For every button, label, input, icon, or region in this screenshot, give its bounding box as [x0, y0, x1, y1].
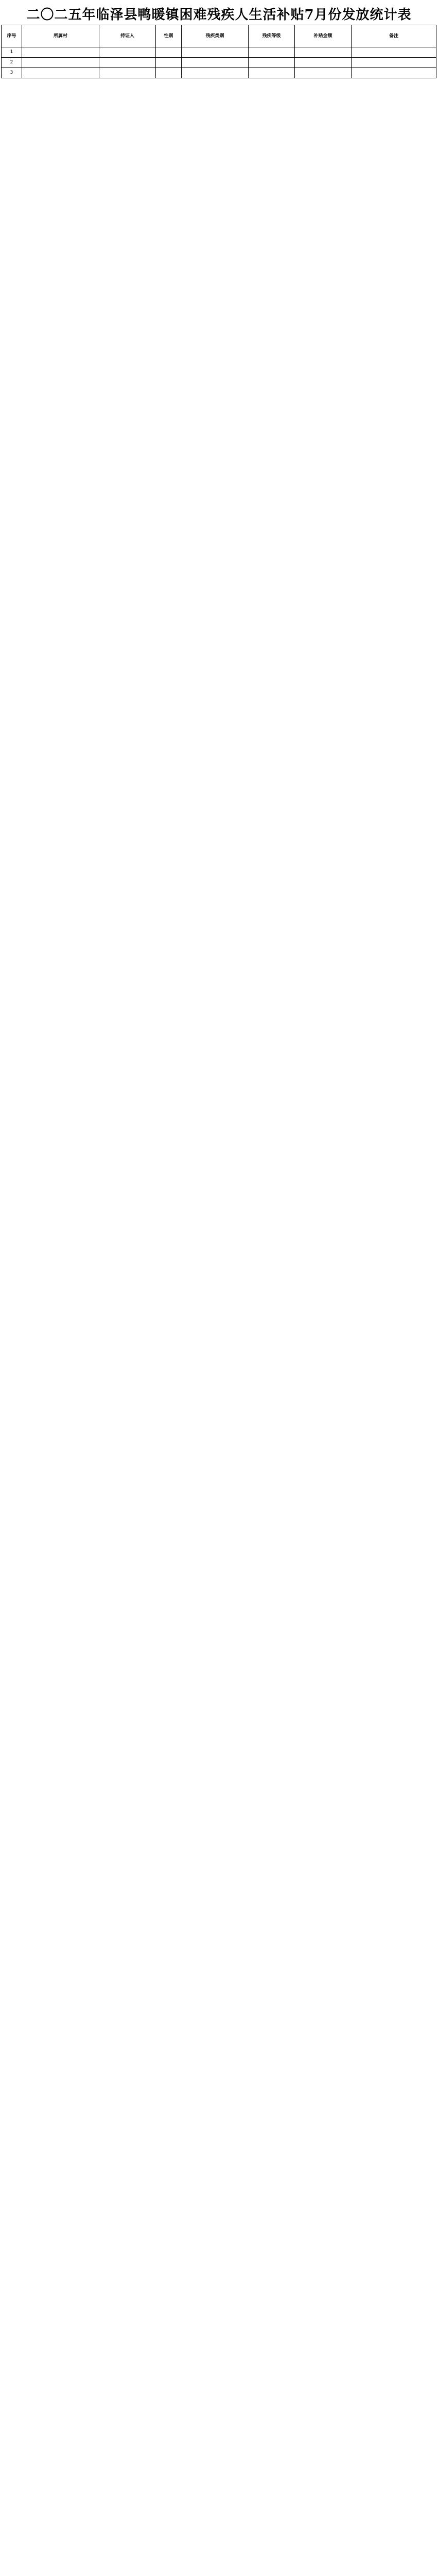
table-cell: [22, 58, 99, 68]
table-cell: [295, 58, 352, 68]
table-cell: [182, 47, 249, 58]
table-cell: [156, 58, 182, 68]
table-row: [2, 58, 436, 68]
table-cell: [249, 68, 295, 78]
table-cell: [99, 58, 156, 68]
table-cell: [156, 68, 182, 78]
table-cell: [99, 68, 156, 78]
column-header: 残疾类别: [182, 25, 249, 47]
column-header: 补贴金额: [295, 25, 352, 47]
column-header: 备注: [352, 25, 436, 47]
table-cell: 2: [2, 58, 22, 68]
column-header: 性别: [156, 25, 182, 47]
column-header: 持证人: [99, 25, 156, 47]
table-cell: [295, 68, 352, 78]
table-row: [2, 47, 436, 58]
table-cell: [249, 47, 295, 58]
table-cell: [352, 58, 436, 68]
table-cell: [22, 68, 99, 78]
table-cell: [182, 58, 249, 68]
table-header-row: [2, 25, 436, 47]
table-cell: [99, 47, 156, 58]
column-header: 残疾等级: [249, 25, 295, 47]
table-row: [2, 68, 436, 78]
table-cell: 3: [2, 68, 22, 78]
table-cell: [182, 68, 249, 78]
table-cell: [352, 47, 436, 58]
table-cell: [156, 47, 182, 58]
table-cell: 1: [2, 47, 22, 58]
table-cell: [352, 68, 436, 78]
table-cell: [295, 47, 352, 58]
subsidy-table: [1, 25, 436, 78]
column-header: 序号: [2, 25, 22, 47]
column-header: 所属村: [22, 25, 99, 47]
table-cell: [249, 58, 295, 68]
table-cell: [22, 47, 99, 58]
page-title: 二〇二五年临泽县鸭暖镇困难残疾人生活补贴7月份发放统计表: [26, 7, 412, 23]
